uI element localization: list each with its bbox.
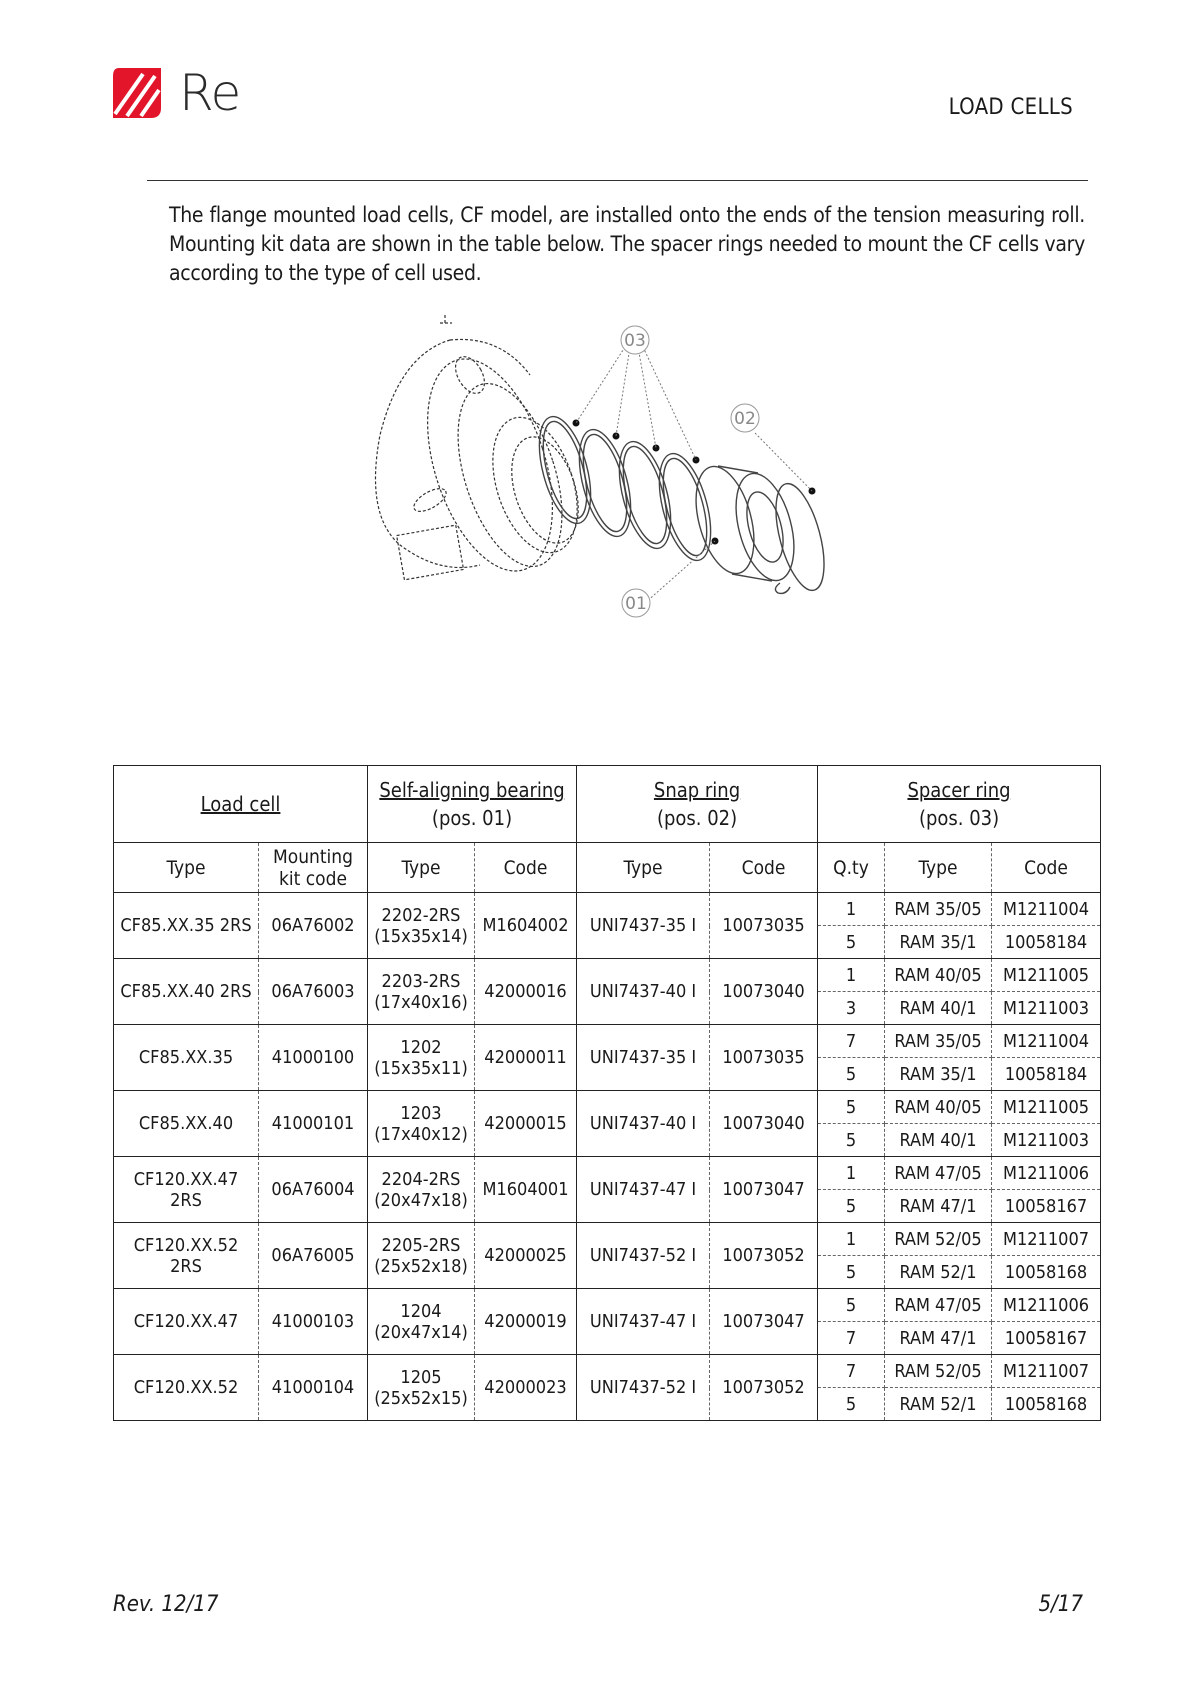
table-row [114,1223,1101,1256]
col-snap-type: Type [577,843,710,893]
cell-snap-type: UNI7437-47 I [577,1157,710,1223]
mounting-kit-table [113,765,1101,1421]
cell-kit: 41000101 [259,1091,368,1157]
table-row [114,1355,1101,1388]
cell-spacer-code: M1211006 [992,1157,1101,1190]
cell-snap-code: 10073052 [710,1355,818,1421]
cell-spacer-code: M1211003 [1002,1129,1090,1151]
cell-snap-type: UNI7437-35 I [577,893,710,959]
cell-kit: 06A76005 [259,1223,368,1289]
cell-bearing-code: M1604001 [475,1157,577,1223]
cell-snap-code: 10073047 [710,1289,818,1355]
cell-spacer-type: RAM 47/05 [885,1289,992,1322]
cell-snap-code: 10073052 [710,1223,818,1289]
col-spacer-type: Type [885,843,992,893]
cell-qty: 5 [818,1058,885,1091]
cell-type: CF120.XX.52 [114,1355,259,1421]
cell-spacer-code: M1211005 [992,959,1101,992]
cell-kit: 41000103 [259,1289,368,1355]
cell-snap-code: 10073035 [710,893,818,959]
table-row [114,959,1101,992]
cell-spacer-code: 10058167 [1004,1195,1088,1217]
callout-03: 03 [624,331,646,351]
cell-bearing-type: 1205 (25x52x15) [368,1355,475,1421]
cell-qty: 7 [818,1322,885,1355]
cell-bearing-code: 42000016 [475,959,577,1025]
cell-spacer-type: RAM 40/1 [885,1124,992,1157]
col-kit-code: Mounting kit code [259,843,368,893]
cell-spacer-code: 10058184 [1004,1063,1088,1085]
brand-logo [113,64,241,122]
col-bearing-code: Code [475,843,577,893]
cell-snap-type: UNI7437-35 I [577,1025,710,1091]
cell-spacer-code: 10058184 [1004,931,1088,953]
cell-snap-type: UNI7437-47 I [577,1289,710,1355]
group-snap-ring: Snap ring (pos. 02) [577,766,818,843]
exploded-assembly-drawing [360,315,880,675]
cell-spacer-code: 10058168 [1004,1261,1088,1283]
group-header-row [114,766,1101,843]
logo-text: Re [179,64,241,122]
cell-bearing-type: 2204-2RS (20x47x18) [368,1157,475,1223]
cell-spacer-code: M1211004 [992,1025,1101,1058]
cell-qty: 5 [818,1256,885,1289]
cell-bearing-type: 2203-2RS (17x40x16) [368,959,475,1025]
cell-snap-type: UNI7437-52 I [577,1223,710,1289]
cell-spacer-code: 10058167 [1004,1327,1088,1349]
cell-qty: 5 [818,1388,885,1421]
cell-qty: 5 [818,1289,885,1322]
header-divider [147,180,1088,181]
cell-bearing-type: 2205-2RS (25x52x18) [368,1223,475,1289]
cell-bearing-type: 2202-2RS (15x35x14) [368,893,475,959]
cell-qty: 1 [818,1223,885,1256]
col-lc-type: Type [114,843,259,893]
cell-qty: 5 [818,1124,885,1157]
cell-type: CF85.XX.35 2RS [114,893,259,959]
cell-bearing-code: 42000011 [475,1025,577,1091]
cell-kit: 06A76002 [259,893,368,959]
cell-type: CF120.XX.47 [114,1289,259,1355]
cell-qty: 1 [818,959,885,992]
cell-spacer-code: M1211003 [1002,997,1090,1019]
cell-spacer-type: RAM 52/1 [885,1256,992,1289]
cell-snap-type: UNI7437-40 I [577,959,710,1025]
cell-spacer-type: RAM 52/1 [885,1388,992,1421]
cell-spacer-type: RAM 40/05 [885,959,992,992]
cell-spacer-code: M1211006 [992,1289,1101,1322]
table-row [114,1025,1101,1058]
cell-spacer-type: RAM 47/1 [885,1190,992,1223]
cell-spacer-code: M1211007 [992,1223,1101,1256]
callout-02: 02 [734,409,756,429]
section-title: LOAD CELLS [948,95,1073,120]
cell-bearing-code: 42000019 [475,1289,577,1355]
revision-label: Rev. 12/17 [113,1592,219,1617]
cell-qty: 5 [818,1190,885,1223]
cell-spacer-type: RAM 35/05 [885,1025,992,1058]
col-spacer-code: Code [992,843,1101,893]
cell-qty: 3 [818,992,885,1025]
cell-kit: 41000104 [259,1355,368,1421]
col-snap-code: Code [710,843,818,893]
cell-kit: 06A76004 [259,1157,368,1223]
cell-bearing-type: 1203 (17x40x12) [368,1091,475,1157]
group-load-cell: Load cell [114,766,368,843]
cell-spacer-type: RAM 47/1 [885,1322,992,1355]
cell-type: CF120.XX.47 2RS [114,1157,259,1223]
cell-spacer-code: M1211007 [992,1355,1101,1388]
column-header-row [114,843,1101,893]
col-qty: Q.ty [818,843,885,893]
cell-spacer-code: 10058168 [1004,1393,1088,1415]
cell-snap-code: 10073035 [710,1025,818,1091]
cell-spacer-type: RAM 35/1 [885,1058,992,1091]
cell-bearing-code: 42000023 [475,1355,577,1421]
cell-bearing-code: 42000015 [475,1091,577,1157]
cell-qty: 5 [818,1091,885,1124]
table-row [114,1289,1101,1322]
cell-bearing-code: 42000025 [475,1223,577,1289]
cell-spacer-code: M1211004 [992,893,1101,926]
page-number: 5/17 [1038,1592,1083,1617]
cell-snap-code: 10073047 [710,1157,818,1223]
cell-snap-type: UNI7437-52 I [577,1355,710,1421]
re-logo-icon [113,68,161,118]
cell-type: CF120.XX.52 2RS [114,1223,259,1289]
cell-type: CF85.XX.40 [114,1091,259,1157]
cell-kit: 41000100 [259,1025,368,1091]
group-spacer-ring: Spacer ring (pos. 03) [818,766,1101,843]
cell-spacer-type: RAM 47/05 [885,1157,992,1190]
cell-kit: 06A76003 [259,959,368,1025]
cell-type: CF85.XX.40 2RS [114,959,259,1025]
cell-qty: 7 [818,1355,885,1388]
intro-paragraph: The flange mounted load cells, CF model, are installed onto the ends of the tension measuring roll. Mounting kit data are shown in the table below. The spacer rings needed to mount the CF cells vary according to the type of cell used. [169,203,1085,285]
cell-snap-type: UNI7437-40 I [577,1091,710,1157]
cell-qty: 5 [818,926,885,959]
cell-spacer-type: RAM 40/05 [885,1091,992,1124]
cell-snap-code: 10073040 [710,1091,818,1157]
cell-type: CF85.XX.35 [114,1025,259,1091]
cell-bearing-type: 1202 (15x35x11) [368,1025,475,1091]
cell-bearing-type: 1204 (20x47x14) [368,1289,475,1355]
cell-qty: 1 [818,1157,885,1190]
table-row [114,1157,1101,1190]
cell-bearing-code: M1604002 [475,893,577,959]
cell-spacer-type: RAM 52/05 [885,1355,992,1388]
cell-spacer-type: RAM 35/1 [885,926,992,959]
cell-spacer-type: RAM 52/05 [885,1223,992,1256]
table-body [114,893,1101,1421]
cell-qty: 1 [818,893,885,926]
cell-spacer-type: RAM 40/1 [885,992,992,1025]
cell-spacer-type: RAM 35/05 [885,893,992,926]
cell-spacer-code: M1211005 [992,1091,1101,1124]
col-bearing-type: Type [368,843,475,893]
callout-01: 01 [625,594,647,614]
table-row [114,1091,1101,1124]
table-row [114,893,1101,926]
cell-qty: 7 [818,1025,885,1058]
cell-snap-code: 10073040 [710,959,818,1025]
group-bearing: Self-aligning bearing (pos. 01) [368,766,577,843]
